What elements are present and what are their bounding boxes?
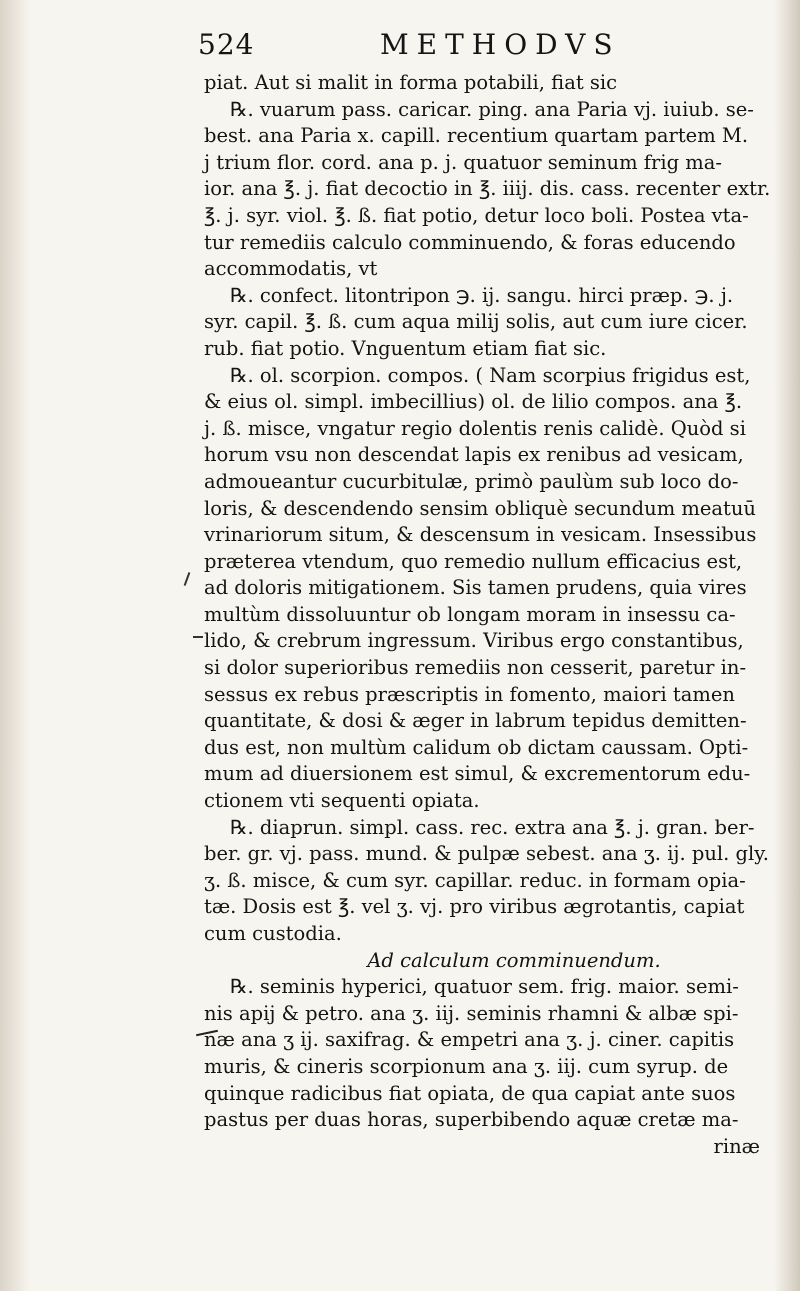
text-line: lido, & crebrum ingressum. Viribus ergo constantibus, bbox=[204, 629, 744, 653]
page-number: 524 bbox=[198, 28, 255, 61]
text-line: præterea vtendum, quo remedio nullum efficacius est, bbox=[204, 549, 743, 573]
text-line: ℞. confect. litontripon ℈. ij. sangu. hirci præp. ℈. j. bbox=[230, 283, 734, 307]
text-line: horum vsu non descendat lapis ex renibus ad vesicam, bbox=[204, 443, 744, 467]
text-line: ber. gr. vj. pass. mund. & pulpæ sebest. ana ʒ. ij. pul. gly. bbox=[204, 842, 769, 866]
text-line: ℞. diaprun. simpl. cass. rec. extra ana ℥. j. gran. ber- bbox=[230, 815, 755, 839]
text-line: ʒ. ß. misce, & cum syr. capillar. reduc. in formam opia- bbox=[204, 868, 746, 892]
text-line: dus est, non multùm calidum ob dictam caussam. Opti- bbox=[204, 735, 749, 759]
text-line: piat. Aut si malit in forma potabili, fiat sic bbox=[204, 71, 618, 94]
margin-ink-dash bbox=[193, 636, 203, 638]
text-line: admoueantur cucurbitulæ, primò paulùm sub loco do- bbox=[204, 469, 739, 493]
text-line: best. ana Paria x. capill. recentium quartam partem M. bbox=[204, 124, 749, 148]
text-line: tur remediis calculo comminuendo, & foras educendo bbox=[204, 230, 736, 254]
text-line: & eius ol. simpl. imbecillius) ol. de lilio compos. ana ℥. bbox=[204, 390, 743, 414]
text-line: j. ß. misce, vngatur regio dolentis renis calidè. Quòd si bbox=[204, 416, 746, 440]
text-line: ℞. vuarum pass. caricar. ping. ana Paria vj. iuiub. se- bbox=[230, 97, 754, 121]
text-line: j trium flor. cord. ana p. j. quatuor seminum frig ma- bbox=[204, 150, 722, 174]
text-line: næ ana ʒ ij. saxifrag. & empetri ana ʒ. j. ciner. capitis bbox=[204, 1028, 735, 1052]
text-line: multùm dissoluuntur ob longam moram in insessu ca- bbox=[204, 602, 736, 626]
text-line: muris, & cineris scorpionum ana ʒ. iij. cum syrup. de bbox=[204, 1054, 729, 1078]
text-line: ℥. j. syr. viol. ℥. ß. fiat potio, detur loco boli. Postea vta- bbox=[204, 203, 749, 227]
margin-ink-mark bbox=[184, 572, 191, 586]
text-line: mum ad diuersionem est simul, & excrementorum edu- bbox=[204, 762, 751, 786]
running-head: METHODVS bbox=[380, 28, 621, 61]
text-line: quantitate, & dosi & æger in labrum tepidus demitten- bbox=[204, 709, 747, 733]
text-line: loris, & descendendo sensim obliquè secundum meatuū bbox=[204, 496, 756, 520]
text-line: ior. ana ℥. j. fiat decoctio in ℥. iiij. dis. cass. recenter extr. bbox=[204, 177, 771, 201]
text-line: pastus per duas horas, superbibendo aquæ cretæ ma- bbox=[204, 1108, 739, 1132]
text-line: nis apij & petro. ana ʒ. iij. seminis rhamni & albæ spi- bbox=[204, 1001, 739, 1025]
text-line: cum custodia. bbox=[204, 922, 342, 945]
text-line: rub. fiat potio. Vnguentum etiam fiat sic. bbox=[204, 336, 607, 360]
text-line: ℞. ol. scorpion. compos. ( Nam scorpius frigidus est, bbox=[230, 363, 751, 387]
text-line: si dolor superioribus remediis non cesserit, paretur in- bbox=[204, 656, 747, 680]
text-line: tæ. Dosis est ℥. vel ʒ. vj. pro viribus ægrotantis, capiat bbox=[204, 895, 745, 919]
text-line: quinque radicibus fiat opiata, de qua capiat ante suos bbox=[204, 1081, 736, 1105]
section-subheading: Ad calculum comminuendum. bbox=[367, 948, 661, 972]
text-line: ctionem vti sequenti opiata. bbox=[204, 789, 480, 813]
text-line: vrinariorum situm, & descensum in vesicam. Insessibus bbox=[204, 523, 757, 547]
text-line: sessus ex rebus præscriptis in fomento, maiori tamen bbox=[204, 682, 735, 706]
body-text bbox=[204, 70, 771, 1160]
text-line: accommodatis, vt bbox=[204, 257, 378, 281]
catchword: rinæ bbox=[713, 1134, 760, 1158]
text-line: ad doloris mitigationem. Sis tamen prudens, quia vires bbox=[204, 576, 747, 600]
text-line: syr. capil. ℥. ß. cum aqua milij solis, aut cum iure cicer. bbox=[204, 310, 748, 334]
page-header bbox=[198, 28, 621, 68]
text-line: ℞. seminis hyperici, quatuor sem. frig. maior. semi- bbox=[230, 975, 739, 999]
